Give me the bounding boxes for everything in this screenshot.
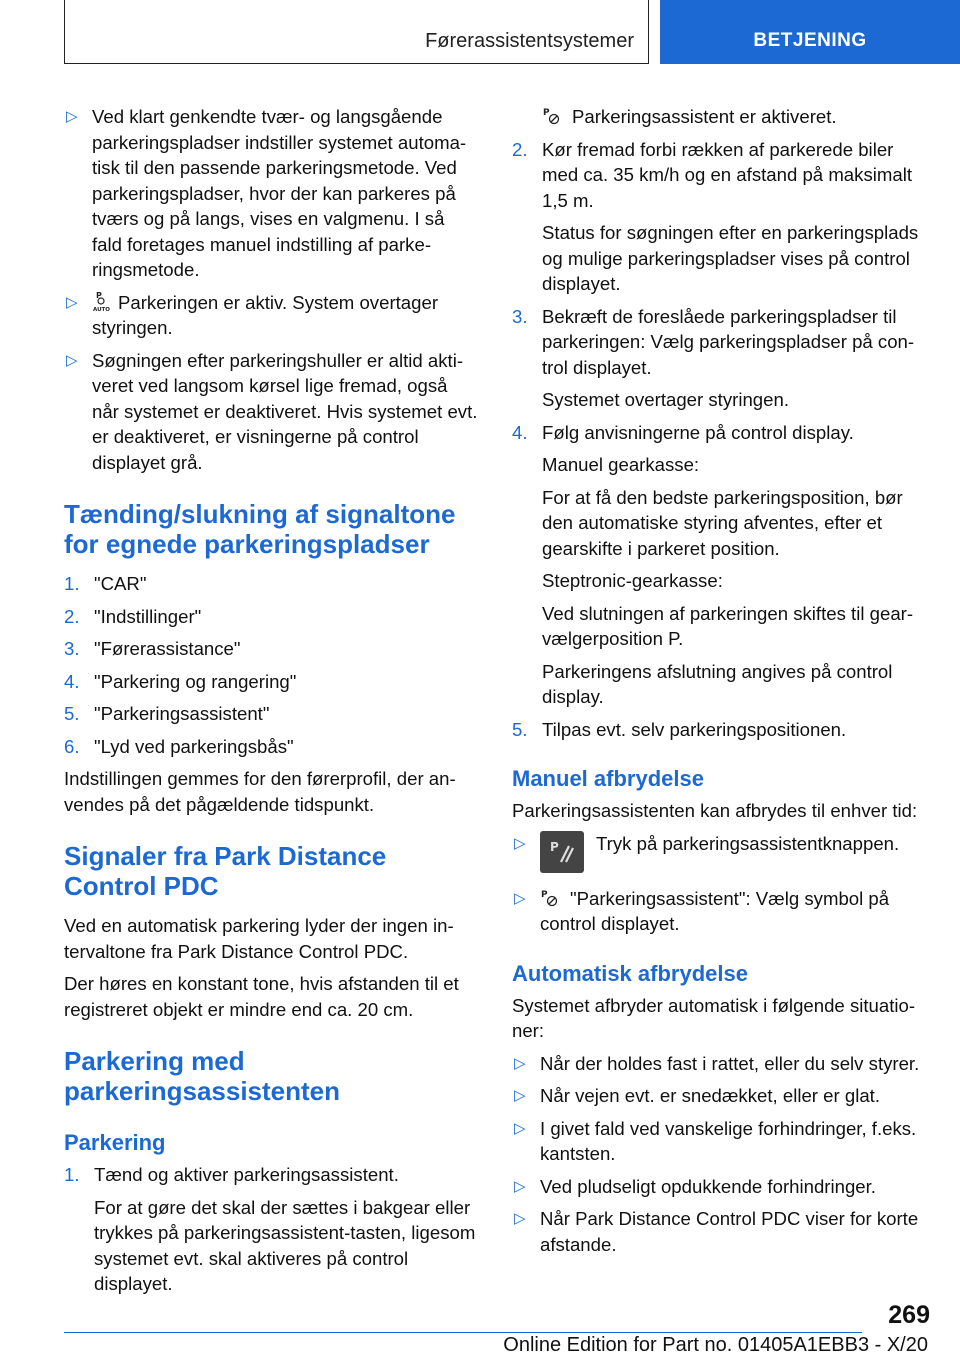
numbered-step: 5. "Parkeringsassistent" bbox=[64, 703, 270, 724]
numbered-step: 3. "Førerassistance" bbox=[64, 638, 241, 659]
step-detail: Steptronic-gearkasse: bbox=[542, 570, 723, 591]
step-detail: Status for søgningen efter en parkeringsplads og mulige parkeringspladser vises på control displayet. bbox=[542, 222, 919, 294]
footer-edition: Online Edition for Part no. 01405A1EBB3 - X/20 bbox=[503, 1334, 928, 1356]
bullet-item: ▷ Søgningen efter parkeringshuller er altid aktiveret ved langsom kørsel lige fremad, også når systemet er deaktiveret. Hvis systemet evt. er deaktiveret, er visningerne på control displayet grå. bbox=[66, 349, 478, 473]
bullet-triangle-icon: ▷ bbox=[66, 108, 78, 125]
subsection-heading: Parkering bbox=[64, 1130, 166, 1155]
bullet-item: ▷ I givet fald ved vanskelige forhindringer, f.eks. kantsten. bbox=[514, 1117, 917, 1164]
bullet-triangle-icon: ▷ bbox=[514, 1119, 526, 1137]
parking-assistant-icon bbox=[540, 888, 562, 908]
bullet-triangle-icon: ▷ bbox=[66, 351, 78, 369]
svg-text:AUTO: AUTO bbox=[93, 306, 110, 312]
bullet-triangle-icon: ▷ bbox=[514, 834, 526, 852]
header-section-title: Førerassistentsystemer bbox=[425, 30, 634, 52]
svg-text:P: P bbox=[541, 889, 548, 900]
step-detail: For at gøre det skal der sættes i bakgear eller trykkes på parkeringsassistent-tasten, ligesom systemet evt. skal aktiveres på control displayet. bbox=[94, 1196, 476, 1294]
paragraph: Indstillingen gemmes for den førerprofil, der anvendes på det pågældende tidspunkt. bbox=[64, 768, 456, 815]
step-detail: Parkeringens afslutning angives på control display. bbox=[542, 660, 893, 707]
parking-assistant-icon bbox=[542, 106, 564, 126]
left-column bbox=[64, 104, 479, 1304]
bullet-item: ▷ Når vejen evt. er snedækket, eller er glat. bbox=[512, 1083, 930, 1109]
paragraph: Systemet afbryder automatisk i følgende situationer: bbox=[512, 994, 916, 1041]
numbered-step: 4. Følg anvisningerne på control display. bbox=[512, 421, 854, 443]
bullet-item: ▷ Når der holdes fast i rattet, eller du selv styrer. bbox=[512, 1051, 930, 1077]
bullet-item: ▷ P "Parkeringsassistent": Vælg symbol på control displayet. bbox=[514, 887, 890, 934]
bullet-item: ▷ Ved klart genkendte tvær- og langsgående parkeringspladser indstiller systemet automatisk til den passende parkeringsmetode. Ved parkeringspladser, hvor der kan parkeres på tværs og på langs, vises en valgmenu. I så fald foretages manuel indstilling af parkeringsmetode. bbox=[66, 106, 467, 280]
subsection-heading: Automatisk afbrydelse bbox=[512, 960, 748, 986]
step-detail: Ved slutningen af parkeringen skiftes til gearvælgerposition P. bbox=[542, 602, 914, 649]
svg-text:P: P bbox=[543, 108, 550, 118]
step-detail: Manuel gearkasse: bbox=[542, 454, 700, 475]
svg-text:P: P bbox=[96, 290, 102, 300]
numbered-step: 1. Tænd og aktiver parkeringsassistent. bbox=[64, 1164, 399, 1185]
section-heading: Signaler fra Park Distance Control PDC bbox=[64, 841, 387, 901]
numbered-step: 1. "CAR" bbox=[64, 573, 147, 594]
step-detail: For at få den bedste parkeringsposition, bør den automatiske styring afventes, efter et gearskifte i parkeret position. bbox=[542, 486, 903, 559]
bullet-item: ▷ Når Park Distance Control PDC viser for korte afstande. bbox=[514, 1208, 919, 1255]
page-number: 269 bbox=[888, 1301, 930, 1329]
section-heading: Tænding/slukning af signaltone for egnede parkeringspladser bbox=[64, 499, 456, 559]
header-chapter-title: BETJENING bbox=[753, 30, 867, 51]
bullet-triangle-icon: ▷ bbox=[514, 1054, 526, 1072]
numbered-step: 2. "Indstillinger" bbox=[64, 605, 202, 627]
bullet-item: ▷ P Tryk på parkeringsassistentknappen. bbox=[512, 831, 930, 879]
svg-text:P: P bbox=[550, 839, 559, 854]
step-detail: P Parkeringsassistent er aktiveret. bbox=[543, 106, 837, 127]
paragraph: Ved en automatisk parkering lyder der ingen intervaltone fra Park Distance Control PDC. bbox=[64, 915, 454, 962]
bullet-item: ▷ Ved pludseligt opdukkende forhindringer. bbox=[512, 1174, 930, 1200]
header-chapter-tab bbox=[660, 0, 960, 64]
bullet-triangle-icon: ▷ bbox=[514, 1177, 526, 1195]
section-heading: Parkering med parkeringsassistenten bbox=[64, 1046, 341, 1106]
right-column bbox=[512, 104, 930, 1264]
subsection-heading: Manuel afbrydelse bbox=[512, 766, 704, 791]
paragraph: Der høres en konstant tone, hvis afstanden til et registreret objekt er mindre end ca. 20 cm. bbox=[64, 973, 459, 1020]
numbered-step: 5. Tilpas evt. selv parkeringspositionen. bbox=[512, 718, 847, 740]
numbered-step: 3. Bekræft de foreslåede parkeringspladser til parkeringen: Vælg parkeringspladser på control displayet. bbox=[512, 305, 915, 378]
parking-auto-icon bbox=[92, 290, 110, 312]
bullet-item: ▷ P AUTO Parkeringen er aktiv. System overtager styringen. bbox=[66, 290, 439, 338]
numbered-step: 6. "Lyd ved parkeringsbås" bbox=[64, 735, 294, 757]
numbered-step: 2. Kør fremad forbi rækken af parkerede biler med ca. 35 km/h og en afstand på maksimalt 1,5 m. bbox=[512, 138, 912, 211]
header-section-box bbox=[64, 0, 649, 64]
step-detail: Systemet overtager styringen. bbox=[542, 389, 789, 410]
bullet-triangle-icon: ▷ bbox=[514, 1210, 526, 1227]
numbered-step: 4. "Parkering og rangering" bbox=[64, 670, 297, 692]
footer-rule bbox=[64, 1332, 862, 1333]
bullet-triangle-icon: ▷ bbox=[514, 1087, 526, 1104]
bullet-triangle-icon: ▷ bbox=[66, 293, 78, 311]
bullet-triangle-icon: ▷ bbox=[514, 889, 526, 907]
paragraph: Parkeringsassistenten kan afbrydes til enhver tid: bbox=[512, 800, 918, 821]
parking-assistant-button-icon bbox=[540, 831, 584, 873]
